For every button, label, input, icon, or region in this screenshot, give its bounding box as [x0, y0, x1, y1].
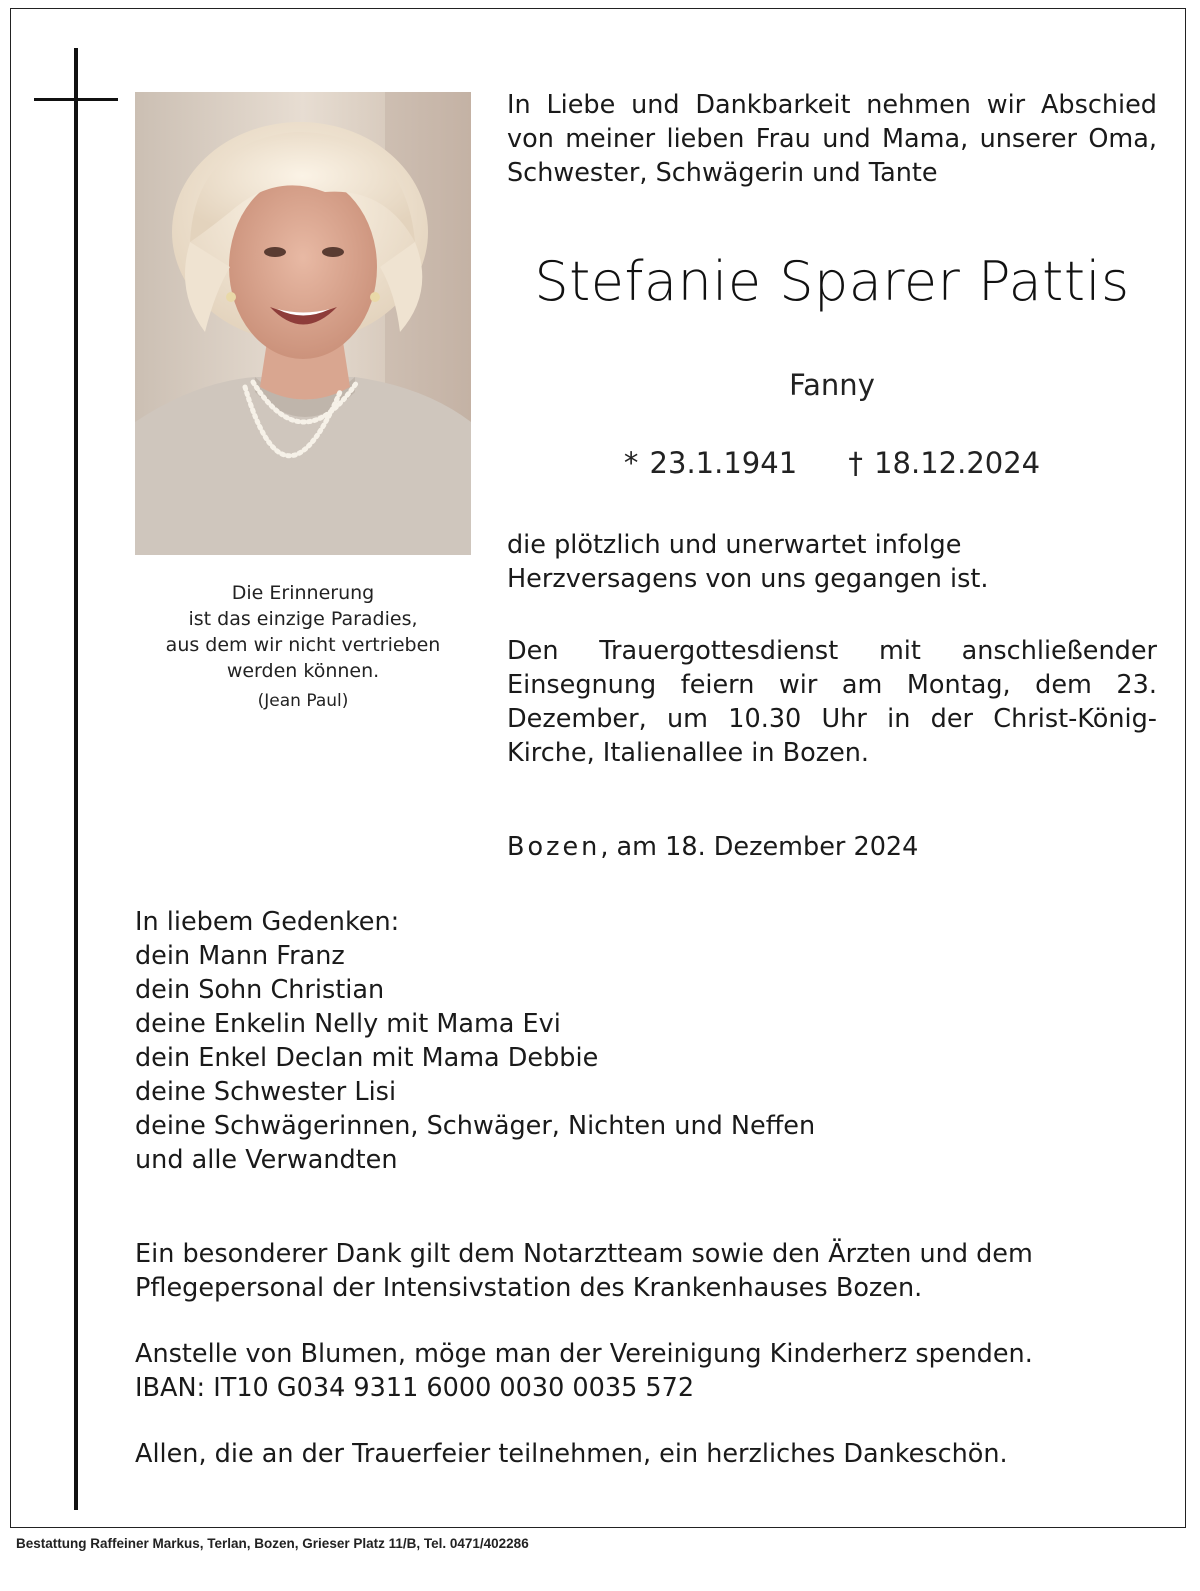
iban-text: IBAN: IT10 G034 9311 6000 0030 0035 572	[135, 1373, 695, 1403]
place-date	[507, 830, 1157, 864]
donation-text: Anstelle von Blumen, möge man der Vereinigung Kinderherz spenden.	[135, 1339, 1033, 1369]
quote-line: Die Erinnerung	[231, 582, 375, 604]
place-date-text: , am 18. Dezember 2024	[600, 832, 919, 862]
list-item: deine Schwester Lisi	[135, 1077, 397, 1107]
closing-block	[135, 1237, 1115, 1503]
cross-icon-horizontal	[34, 98, 118, 101]
death-date: † 18.12.2024	[848, 446, 1041, 480]
thanks-text: Ein besonderer Dank gilt dem Notarztteam sowie den Ärzten und dem Pflegepersonal der Intensivstation des Krankenhauses Bozen.	[135, 1239, 1033, 1303]
portrait-photo	[135, 92, 471, 555]
mourners-list	[135, 905, 815, 1177]
deceased-name: Stefanie Sparer Pattis	[534, 250, 1130, 313]
birth-date: * 23.1.1941	[623, 446, 798, 480]
quote-author: (Jean Paul)	[257, 691, 349, 711]
list-item: dein Sohn Christian	[135, 975, 385, 1005]
place-town: Bozen	[507, 832, 601, 862]
quote-block	[135, 580, 471, 714]
list-item: dein Mann Franz	[135, 941, 345, 971]
quote-line: werden können.	[226, 660, 380, 682]
mourners-heading: In liebem Gedenken:	[135, 907, 400, 937]
list-item: und alle Verwandten	[135, 1145, 398, 1175]
funeral-home-footer: Bestattung Raffeiner Markus, Terlan, Bozen, Grieser Platz 11/B, Tel. 0471/402286	[16, 1536, 529, 1551]
life-dates	[507, 446, 1157, 480]
service-text: Den Trauergottesdienst mit anschließender Einsegnung feiern wir am Montag, dem 23. Dezember, um 10.30 Uhr in der Christ-König-Kirche, Italienallee in Bozen.	[507, 636, 1157, 768]
nickname: Fanny	[789, 368, 875, 402]
list-item: dein Enkel Declan mit Mama Debbie	[135, 1043, 599, 1073]
final-thanks: Allen, die an der Trauerfeier teilnehmen, ein herzliches Dankeschön.	[135, 1439, 1008, 1469]
list-item: deine Enkelin Nelly mit Mama Evi	[135, 1009, 561, 1039]
death-text: die plötzlich und unerwartet infolge Herzversagens von uns gegangen ist.	[507, 530, 989, 594]
quote-line: aus dem wir nicht vertrieben	[165, 634, 441, 656]
list-item: deine Schwägerinnen, Schwäger, Nichten und Neffen	[135, 1111, 816, 1141]
cross-icon-vertical	[74, 48, 78, 1510]
intro-text: In Liebe und Dankbarkeit nehmen wir Abschied von meiner lieben Frau und Mama, unserer Oma, Schwester, Schwägerin und Tante	[507, 90, 1157, 188]
quote-line: ist das einzige Paradies,	[188, 608, 418, 630]
